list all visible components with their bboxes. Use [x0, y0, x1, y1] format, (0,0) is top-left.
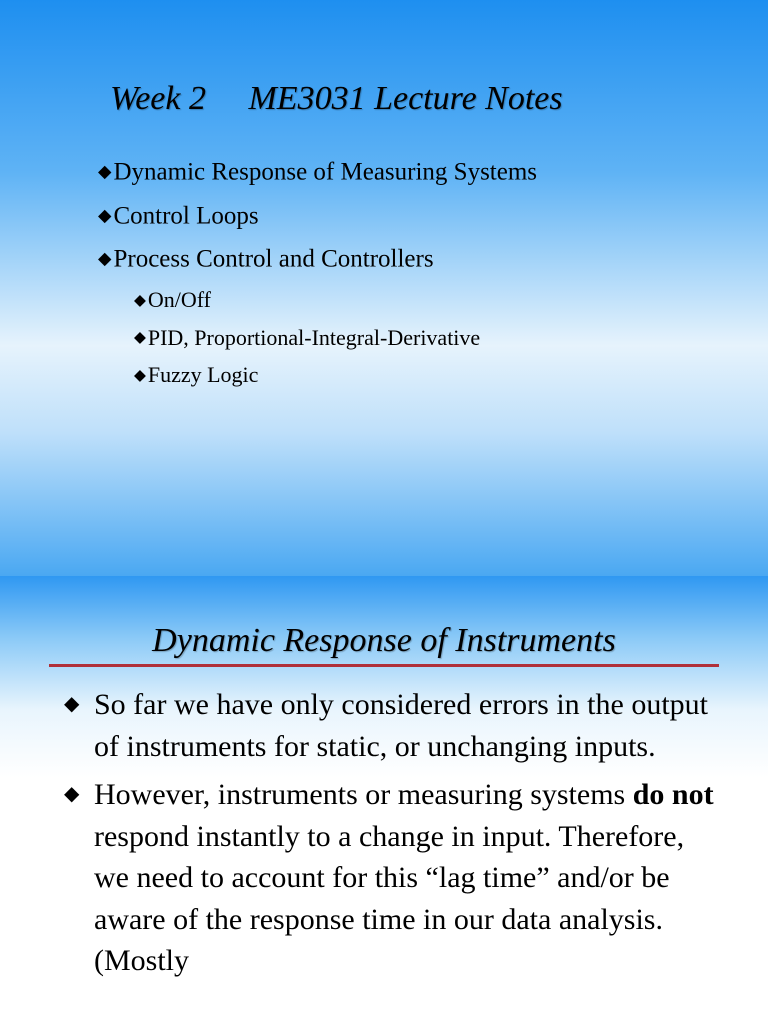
- diamond-bullet-icon: ◆: [134, 366, 146, 384]
- slide-title: Week 2 ME3031 Lecture Notes: [110, 80, 563, 117]
- topic-text: Dynamic Response of Measuring Systems: [113, 158, 538, 186]
- topic-text: Control Loops: [113, 202, 259, 230]
- content-item: [64, 684, 714, 767]
- content-text-before: However, instruments or measuring systems: [94, 778, 633, 811]
- title-underline: [49, 664, 719, 667]
- subtopic-item: [134, 319, 537, 357]
- diamond-bullet-icon: ◆: [134, 329, 146, 347]
- content-text: So far we have only considered errors in the output of instruments for static, or unchanging inputs.: [94, 688, 708, 763]
- slide-dynamic-response: [0, 576, 768, 1024]
- topic-item: [98, 194, 537, 238]
- topic-text: Process Control and Controllers: [113, 245, 434, 273]
- content-text-after: respond instantly to a change in input. Therefore, we need to account for this “lag time” and/or be aware of the response time in our data analysis. (Mostly: [94, 819, 685, 977]
- content-item: [64, 774, 714, 982]
- diamond-bullet-icon: ◆: [134, 291, 146, 309]
- emphasis-text: do not: [632, 778, 714, 811]
- diamond-bullet-icon: ◆: [98, 161, 112, 181]
- topic-list: [98, 150, 537, 394]
- diamond-bullet-icon: ◆: [98, 204, 112, 225]
- slide-title: Dynamic Response of Instruments: [152, 622, 616, 659]
- topic-item: [98, 150, 537, 194]
- subtopic-text: PID, Proportional-Integral-Derivative: [147, 324, 481, 350]
- diamond-bullet-icon: ◆: [98, 248, 112, 269]
- subtopic-text: Fuzzy Logic: [147, 362, 259, 388]
- subtopic-item: [134, 281, 537, 319]
- topic-item: [98, 237, 537, 394]
- subtopic-list: [98, 281, 537, 394]
- diamond-bullet-icon: ◆: [64, 783, 80, 805]
- subtopic-text: On/Off: [147, 286, 211, 312]
- content-list: [64, 684, 714, 989]
- diamond-bullet-icon: ◆: [64, 693, 80, 715]
- subtopic-item: [134, 356, 537, 394]
